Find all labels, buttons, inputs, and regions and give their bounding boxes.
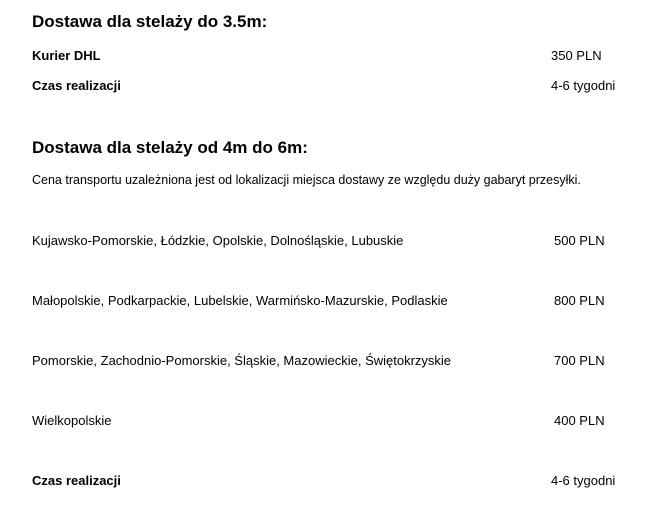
- section-heading-small-frames: Dostawa dla stelaży do 3.5m:: [32, 12, 268, 31]
- region-label: Małopolskie, Podkarpackie, Lubelskie, Warmińsko-Mazurskie, Podlaskie: [32, 293, 448, 308]
- region-price: 700 PLN: [554, 353, 605, 368]
- region-price: 500 PLN: [554, 233, 605, 248]
- region-row: [32, 293, 632, 311]
- region-row: [32, 353, 632, 371]
- lead-time-label: Czas realizacji: [32, 78, 121, 93]
- courier-row: [32, 48, 632, 66]
- courier-label: Kurier DHL: [32, 48, 101, 63]
- lead-time-row-large: [32, 473, 632, 491]
- region-price: 800 PLN: [554, 293, 605, 308]
- region-label: Pomorskie, Zachodnio-Pomorskie, Śląskie, Mazowieckie, Świętokrzyskie: [32, 353, 452, 368]
- courier-price: 350 PLN: [551, 48, 602, 63]
- region-row: [32, 413, 632, 431]
- lead-time-label: Czas realizacji: [32, 473, 121, 488]
- section-heading-large-frames: Dostawa dla stelaży od 4m do 6m:: [32, 138, 308, 157]
- lead-time-value: 4-6 tygodni: [551, 473, 616, 488]
- region-row: [32, 233, 632, 251]
- lead-time-value: 4-6 tygodni: [551, 78, 616, 93]
- transport-note: Cena transportu uzależniona jest od lokalizacji miejsca dostawy ze względu duży gabaryt przesyłki.: [32, 173, 581, 187]
- region-label: Wielkopolskie: [32, 413, 112, 428]
- region-price: 400 PLN: [554, 413, 605, 428]
- lead-time-row-small: [32, 78, 632, 96]
- region-label: Kujawsko-Pomorskie, Łódzkie, Opolskie, Dolnośląskie, Lubuskie: [32, 233, 404, 248]
